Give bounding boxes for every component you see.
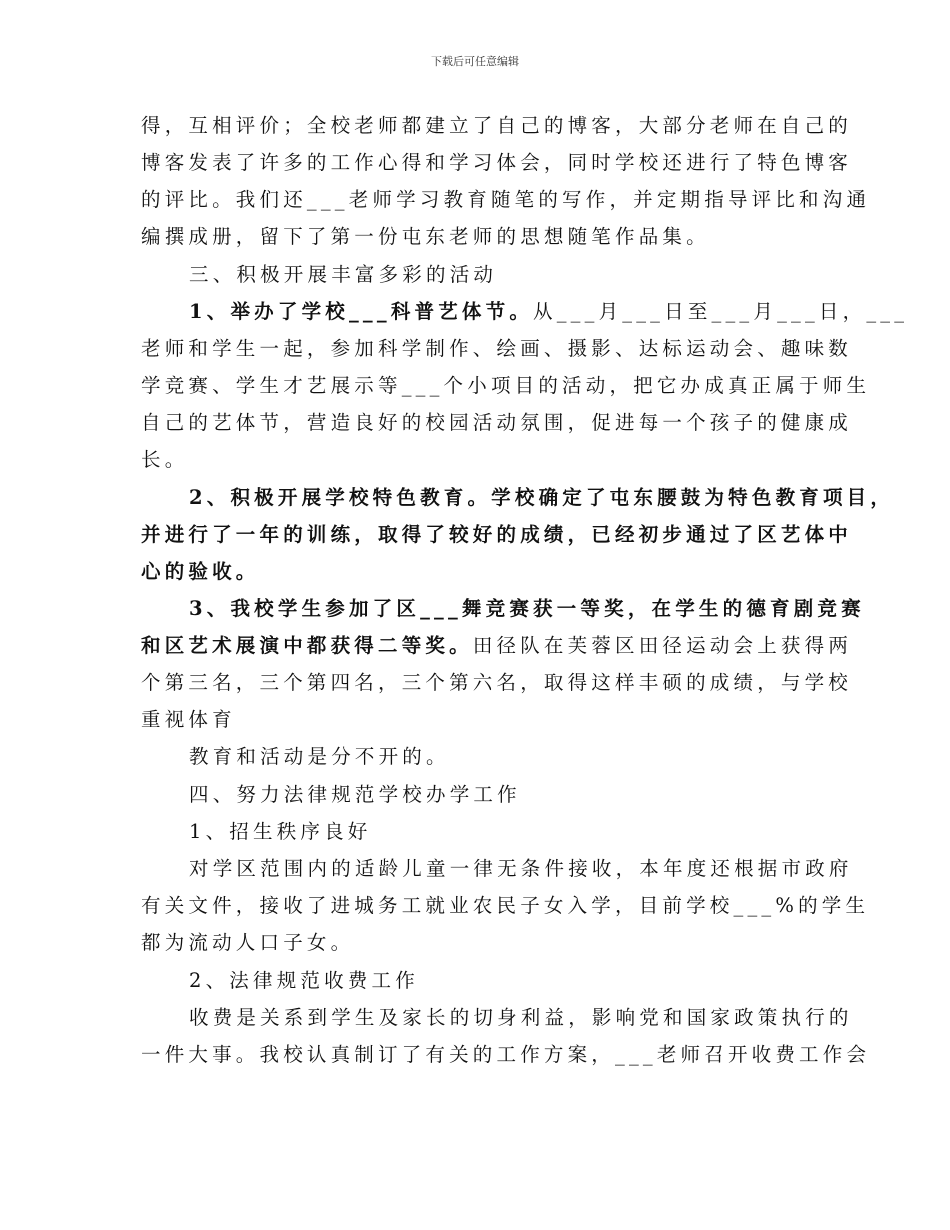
paragraph-line <box>189 298 908 326</box>
paragraph-line: 学竞赛、学生才艺展示等___个小项目的活动，把它办成真正属于师生 <box>141 374 871 397</box>
item-text: 田径队在芙蓉区田径运动会上获得两 <box>472 634 853 657</box>
paragraph-line: 2、积极开展学校特色教育。学校确定了屯东腰鼓为特色教育项目， <box>189 486 895 509</box>
paragraph-line: 个第三名，三个第四名，三个第六名，取得这样丰硕的成绩，与学校 <box>141 671 853 694</box>
paragraph-line: 老师和学生一起，参加科学制作、绘画、摄影、达标运动会、趣味数 <box>141 337 853 360</box>
paragraph-line: 都为流动人口子女。 <box>141 931 355 954</box>
subsection-heading: 1、招生秩序良好 <box>189 820 372 843</box>
paragraph-line: 并进行了一年的训练，取得了较好的成绩，已经初步通过了区艺体中 <box>141 523 853 546</box>
paragraph-line: 的评比。我们还___老师学习教育随笔的写作，并定期指导评比和沟通 <box>141 188 871 211</box>
section-heading: 四、努力法律规范学校办学工作 <box>189 783 521 806</box>
paragraph-line: 重视体育 <box>141 708 236 731</box>
item-text-bold: 和区艺术展演中都获得二等奖。 <box>141 634 473 657</box>
subsection-heading: 2、法律规范收费工作 <box>189 969 419 992</box>
paragraph-line: 得，互相评价；全校老师都建立了自己的博客，大部分老师在自己的 <box>141 114 853 137</box>
paragraph-line: 收费是关系到学生及家长的切身利益，影响党和国家政策执行的 <box>189 1006 853 1029</box>
paragraph-line: 教育和活动是分不开的。 <box>189 745 450 768</box>
paragraph-line: 博客发表了许多的工作心得和学习体会，同时学校还进行了特色博客 <box>141 151 853 174</box>
page-header: 下载后可任意编辑 <box>431 55 519 68</box>
paragraph-line: 一件大事。我校认真制订了有关的工作方案，___老师召开收费工作会 <box>141 1043 871 1066</box>
paragraph-line: 心的验收。 <box>141 560 260 583</box>
paragraph-line: 有关文件，接收了进城务工就业农民子女入学，目前学校___%的学生 <box>141 894 870 917</box>
paragraph-line <box>141 632 852 660</box>
section-heading: 三、积极开展丰富多彩的活动 <box>189 263 498 286</box>
paragraph-line: 3、我校学生参加了区___舞竞赛获一等奖，在学生的德育剧竞赛 <box>189 597 865 620</box>
paragraph-line: 对学区范围内的适龄儿童一律无条件接收，本年度还根据市政府 <box>189 857 853 880</box>
item-title: 1、举办了学校___科普艺体节。 <box>189 300 534 323</box>
item-text: 从___月___日至___月___日，___ <box>533 300 909 323</box>
paragraph-line: 编撰成册，留下了第一份屯东老师的思想随笔作品集。 <box>141 225 710 248</box>
paragraph-line: 长。 <box>141 448 189 471</box>
paragraph-line: 自己的艺体节，营造良好的校园活动氛围，促进每一个孩子的健康成 <box>141 411 853 434</box>
